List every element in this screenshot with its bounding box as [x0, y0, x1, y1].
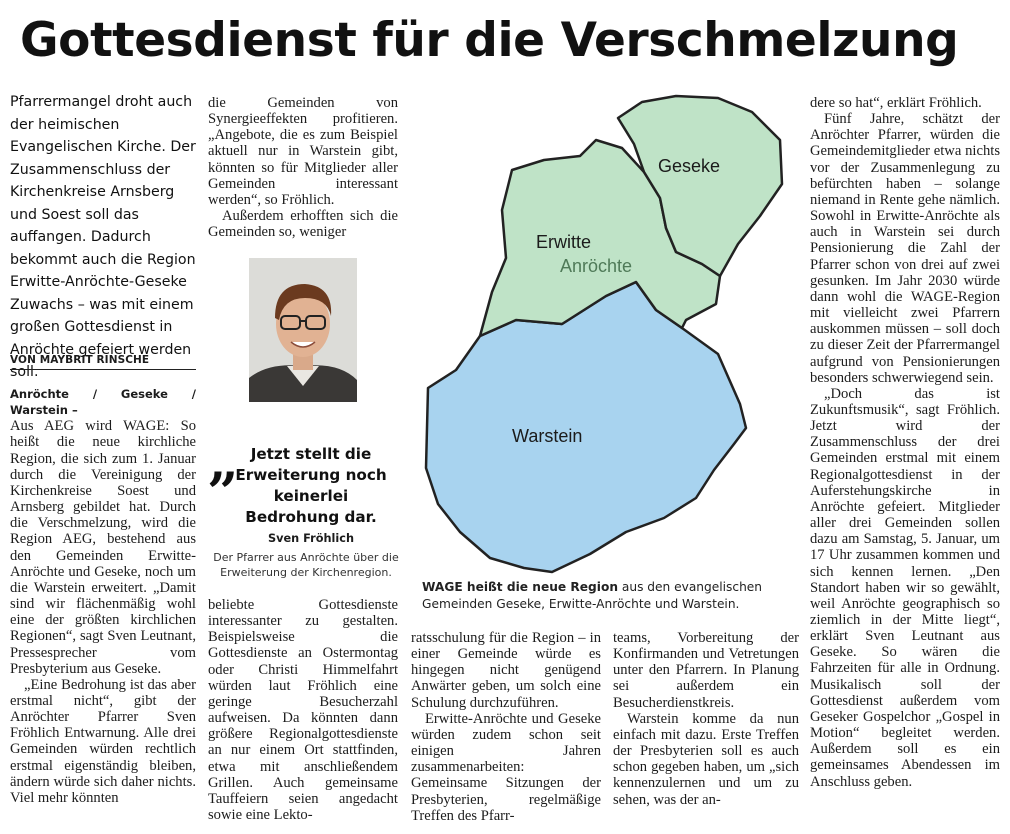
col2-paragraph-1: die Gemeinden von Synergieeffekten profitieren. „Angebote, die es zum Beispiel aktuell nur in Warstein gibt, könnten so für Mitglieder aller Gemeinden interessant werden“, so Fröhlich. — [208, 95, 398, 208]
map-caption — [422, 579, 800, 612]
quote-mark: „ — [208, 429, 240, 493]
article-column-5 — [810, 95, 1000, 790]
quote-text: Jetzt stellt die Erweiterung noch keinerlei Bedrohung dar. — [235, 445, 387, 526]
col5-paragraph-1: dere so hat“, erklärt Fröhlich. — [810, 95, 982, 111]
article-column-2-bottom — [208, 597, 398, 823]
map-caption-text: aus den evangelischen Gemeinden Geseke, Erwitte-Anröchte und Warstein. — [422, 580, 763, 611]
col3-paragraph-2: Erwitte-Anröchte und Geseke würden zudem schon seit einigen Jahren zusammenarbeiten: Gemeinsame Sitzungen der Presbyterien, regelmäßige Treffen des Pfarr- — [411, 710, 601, 824]
map-label-erwitte: Erwitte — [536, 232, 592, 252]
quote-caption: Der Pfarrer aus Anröchte über die Erweiterung der Kirchenregion. — [213, 551, 399, 579]
col2-paragraph-2: Außerdem erhofften sich die Gemeinden so, weniger — [208, 208, 398, 241]
dateline: Anröchte / Geseke / Warstein – — [10, 387, 196, 418]
map-label-warstein: Warstein — [512, 426, 583, 446]
lead-paragraph: Pfarrermangel droht auch der heimischen Evangelischen Kirche. Der Zusammenschluss der Kirchenkreise Arnsberg und Soest soll das auffangen. Dadurch bekommt auch die Region Erwitte-Anröchte-Geseke Zuwachs – was mit einem großen Gottesdienst in Anröchte gefeiert werden soll. — [10, 94, 196, 380]
region-map — [420, 88, 802, 578]
map-caption-bold: WAGE heißt die neue Region — [422, 580, 618, 594]
article-column-1 — [10, 386, 196, 806]
article-column-2-top — [208, 95, 398, 240]
col4-paragraph-1: teams, Vorbereitung der Konfirmanden und Vetretungen unter den Pfarrern. In Planung sei außerdem ein Besucherdienstkreis. — [613, 630, 799, 711]
col5-paragraph-2: Fünf Jahre, schätzt der Anröchter Pfarrer, würden die Gemeindemitglieder etwa nichts vor der Zusammenlegung zu befürchten haben – solange niemand in Rente gehe nämlich. Sowohl in Erwitte-Anröchte als auch in Warstein sei durch Pensionierung die Zahl der Pfarrer schon von drei auf zwei gesunken. Im Jahr 2030 würde dann wohl die WAGE-Region mit vielleicht zwei Pfarrern auskommen müssen – soll doch zu dieser Zeit der Pfarrermangel aufgrund von Pensionierungen besonders schwerwiegend sein. — [810, 111, 1000, 386]
portrait-photo — [249, 258, 357, 402]
col5-paragraph-3: „Doch das ist Zukunftsmusik“, sagt Fröhlich. Jetzt wird der Zusammenschluss der drei Gemeinden erstmal mit einem Regionalgottesdienst in der Auferstehungskirche in Anröchte gefeiert. Mitglieder aller drei Gemeinden sollen dazu am Samstag, 5. Januar, um 17 Uhr zusammen kommen und sich kennen lernen. „Den Standort haben wir so gewählt, weil Anröchte geographisch so ziemlich in der Mitte liegt“, erklärt Sven Leutnant aus Geseke. So wären die Fahrzeiten für alle in Ordnung. Musikalisch soll der Gottesdienst außerdem vom Geseker Gospelchor „Gospel in Motion“ begleitet werden. Außerdem soll es ein gemeinsames Abendessen im Anschluss geben. — [810, 385, 1000, 790]
col1-paragraph-1: Aus AEG wird WAGE: So heißt die neue kirchliche Region, die sich zum 1. Januar durch die Vereinigung der Kirchenkreise Soest und Arnsberg gebildet hat. Durch die Verschmelzung, wird die Region AEG, bestehend aus den Gemeinden Erwitte-Anröchte und Geseke, noch um die Warstein erweitert. „Damit sind wir flächenmäßig wohl eine der größten kirchlichen Regionen“, sagt Sven Leutnant, Pressesprecher vom Presbyterium aus Geseke. — [10, 418, 196, 677]
col3-paragraph-1: ratsschulung für die Region – in einer Gemeinde würde es hingegen nicht genügend Anwärter geben, um solch eine Schulung durchzuführen. — [411, 630, 601, 711]
col4-paragraph-2: Warstein komme da nun einfach mit dazu. Erste Treffen der Presbyterien soll es auch schon gegeben haben, um „sich kennenzulernen und um zu sehen, was der an- — [613, 710, 799, 808]
headline: Gottesdienst für die Verschmelzung — [20, 13, 959, 68]
col1-paragraph-2: „Eine Bedrohung ist das aber erstmal nicht“, gibt der Anröchter Pfarrer Sven Fröhlich Entwarnung. Alle drei Gemeinden würden rechtlich erstmal eigenständig bleiben, ändern würde sich daher nichts. Viel mehr könnten — [10, 676, 196, 806]
article-column-4 — [613, 630, 799, 808]
map-label-anroechte: Anröchte — [560, 256, 633, 276]
quote-author: Sven Fröhlich — [268, 532, 354, 545]
portrait-illustration — [249, 258, 357, 402]
article-column-3 — [411, 630, 601, 824]
map-label-geseke: Geseke — [658, 156, 721, 176]
warstein-region — [426, 282, 746, 572]
col2-paragraph-3: beliebte Gottesdienste interessanter zu gestalten. Beispielsweise die Gottesdienste an Ostermontag oder Christi Himmelfahrt würden laut Fröhlich eine geringe Besucherzahl aufweisen. Da könnten dann größere Regionalgottesdienste an nur einem Ort stattfinden, etwa mit anschließendem Grillen. Auch gemeinsame Tauffeiern seien angedacht sowie eine Lekto- — [208, 597, 398, 824]
byline: VON MAYBRIT RINSCHE — [10, 354, 196, 370]
